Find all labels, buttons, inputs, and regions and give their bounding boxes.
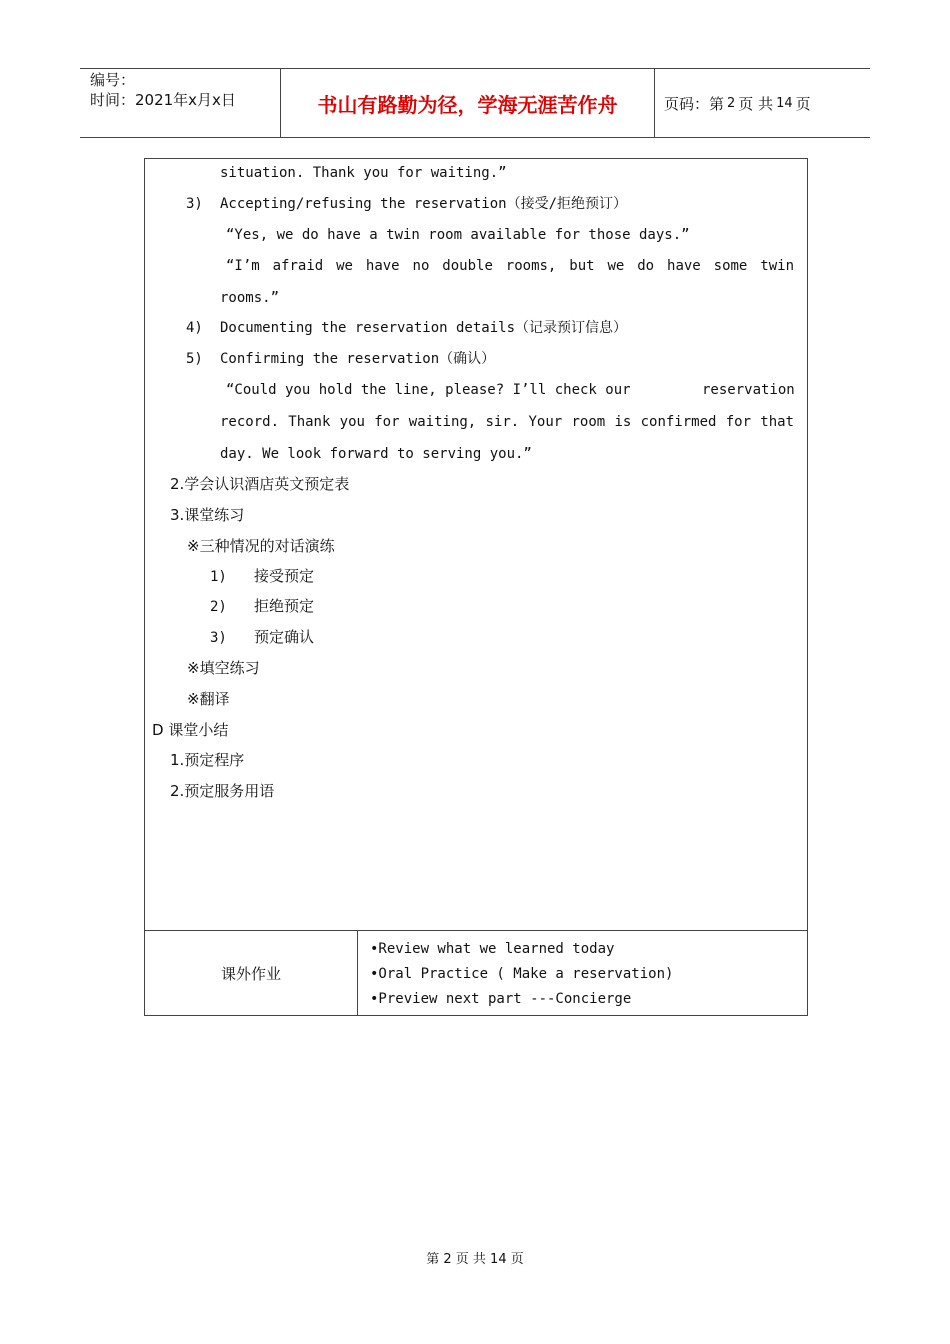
step-text: Confirming the reservation（确认） — [220, 351, 496, 367]
exercise-number: 3) — [210, 630, 227, 646]
step-text: Documenting the reservation details（记录预订信息） — [220, 320, 628, 336]
header-page-number — [655, 69, 870, 137]
dialog-line: reservation — [702, 382, 795, 398]
homework-item: •Review what we learned today — [370, 941, 615, 957]
step-number: 5) — [186, 351, 203, 367]
page-suffix: 页 — [795, 94, 811, 113]
dialog-line: “Yes, we do have a twin room available for those days.” — [226, 227, 690, 243]
exercise-number: 2) — [210, 599, 227, 615]
header-motto: 书山有路勤为径，学海无涯苦作舟 — [281, 69, 655, 137]
number-label: 编号： — [90, 71, 136, 89]
page-mid: 页 共 — [738, 94, 774, 113]
section-item: 1.预定程序 — [170, 751, 245, 769]
homework-item: •Preview next part ---Concierge — [370, 991, 632, 1007]
homework-item: •Oral Practice ( Make a reservation) — [370, 966, 674, 982]
section-item: 3.课堂练习 — [170, 506, 245, 524]
section-item: 2.学会认识酒店英文预定表 — [170, 475, 350, 493]
page-num: 2 — [727, 95, 736, 111]
total-pages: 14 — [776, 95, 793, 111]
page-header — [80, 68, 870, 138]
section-item: 2.预定服务用语 — [170, 782, 275, 800]
date-label: 时间：2021年x月x日 — [90, 91, 236, 109]
exercise-item: ※填空练习 — [187, 659, 260, 677]
exercise-item: ※三种情况的对话演练 — [187, 537, 335, 555]
dialog-line: “I’m afraid we have no double rooms, but we do have some twin — [226, 258, 794, 274]
exercise-text: 拒绝预定 — [254, 597, 315, 615]
exercise-text: 预定确认 — [254, 628, 315, 646]
step-number: 4) — [186, 320, 203, 336]
dialog-line: rooms.” — [220, 290, 280, 306]
homework-label: 课外作业 — [145, 931, 358, 1015]
homework-box — [144, 930, 808, 1016]
exercise-item: ※翻译 — [187, 690, 230, 708]
dialog-line: record. Thank you for waiting, sir. Your room is confirmed for that — [220, 414, 794, 430]
content-line: situation. Thank you for waiting.” — [220, 165, 507, 181]
section-heading: D 课堂小结 — [152, 721, 229, 739]
step-number: 3) — [186, 196, 203, 212]
step-text: Accepting/refusing the reservation（接受/拒绝预订） — [220, 196, 628, 212]
exercise-number: 1) — [210, 569, 227, 585]
exercise-text: 接受预定 — [254, 567, 315, 585]
dialog-line: day. We look forward to serving you.” — [220, 446, 532, 462]
page-prefix: 页码：第 — [664, 94, 725, 113]
header-meta — [80, 69, 281, 137]
page-footer: 第 2 页 共 14 页 — [426, 1252, 524, 1267]
dialog-line: “Could you hold the line, please? I’ll check our — [226, 382, 631, 398]
